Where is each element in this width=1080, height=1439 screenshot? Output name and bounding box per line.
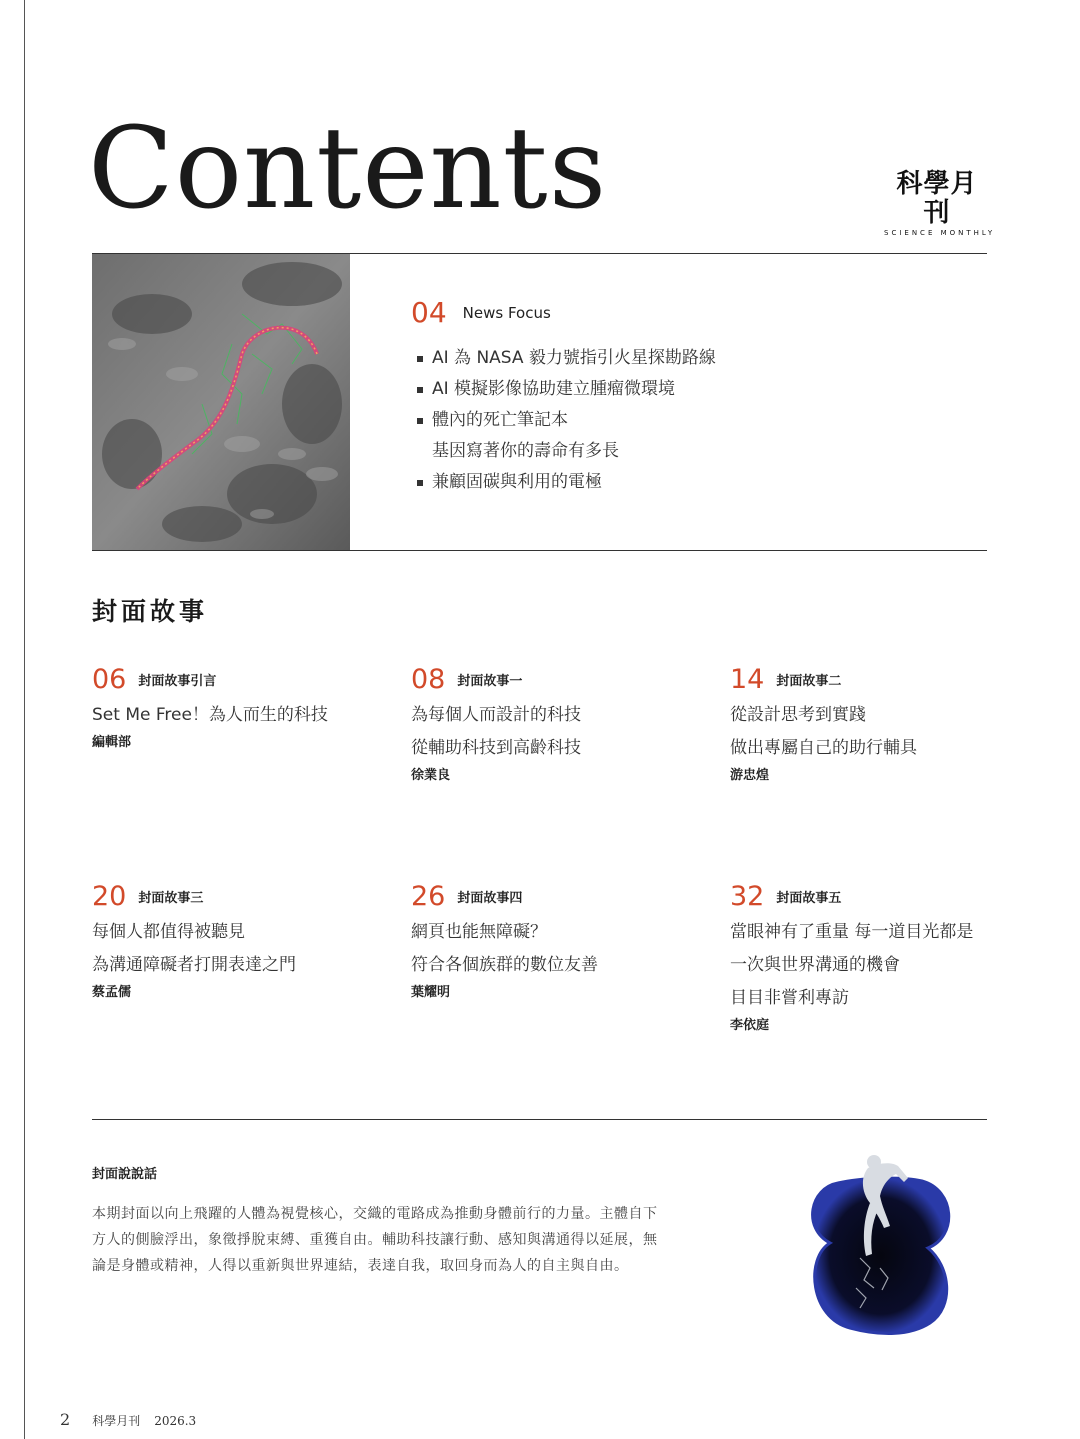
story-title-line: Set Me Free！為人而生的科技 (92, 705, 328, 725)
cover-note-divider (92, 1119, 987, 1120)
story-entry (411, 879, 681, 1000)
bullet-icon (417, 387, 423, 393)
news-page-number: 04 (411, 296, 447, 329)
story-page-number: 26 (411, 880, 446, 912)
story-page-number: 06 (92, 663, 127, 695)
story-entry (92, 662, 362, 750)
story-entry (411, 662, 681, 783)
news-item-continuation: 基因寫著你的壽命有多長 (432, 441, 619, 461)
story-title-line: 每個人都值得被聽見 (92, 922, 245, 942)
story-label: 封面故事四 (457, 890, 523, 906)
page-margin-line (24, 0, 25, 1439)
story-title-line: 從設計思考到實踐 (730, 705, 866, 725)
cover-thumbnail-figure (800, 1148, 960, 1338)
news-item: 體內的死亡筆記本 (411, 405, 716, 436)
bullet-icon (417, 418, 423, 424)
story-page-number: 20 (92, 880, 127, 912)
story-author: 葉耀明 (411, 985, 451, 1000)
news-item: AI 為 NASA 毅力號指引火星探勘路線 (411, 343, 716, 374)
story-label: 封面故事三 (138, 890, 204, 906)
footer-page-number: 2 (60, 1410, 71, 1429)
story-label: 封面故事二 (776, 673, 842, 689)
news-item: AI 模擬影像協助建立腫瘤微環境 (411, 374, 716, 405)
story-title-line: 網頁也能無障礙？ (411, 922, 547, 942)
logo-text: 科學月刊 (896, 169, 978, 228)
story-label: 封面故事五 (776, 890, 842, 906)
story-title-line: 當眼神有了重量 每一道目光都是 (730, 922, 974, 942)
bullet-icon (417, 480, 423, 486)
news-divider (92, 550, 987, 551)
story-author: 游忠煌 (730, 768, 770, 783)
logo-subtitle: SCIENCE MONTHLY (884, 229, 996, 238)
story-author: 蔡孟儒 (92, 985, 132, 1000)
story-page-number: 14 (730, 663, 765, 695)
footer-issue-date: 2026.3 (154, 1414, 197, 1428)
mars-terrain-image (92, 254, 350, 550)
story-label: 封面故事引言 (138, 673, 217, 689)
cover-note-text: 本期封面以向上飛躍的人體為視覺核心，交織的電路成為推動身體前行的力量。主體自下方人的側臉浮出，象徵掙脫束縛、重獲自由。輔助科技讓行動、感知與溝通得以延展，無論是身體或精神，人得以重新與世界連結，表達自我，取回身而為人的自主與自由。 (92, 1206, 658, 1274)
magazine-logo (884, 169, 996, 238)
news-item: 兼顧固碳與利用的電極 (411, 467, 716, 498)
story-label: 封面故事一 (457, 673, 523, 689)
page-title: Contents (88, 104, 608, 234)
story-title-line: 一次與世界溝通的機會 (730, 955, 900, 975)
story-title-line: 從輔助科技到高齡科技 (411, 738, 581, 758)
story-author: 編輯部 (92, 735, 132, 750)
story-entry (92, 879, 362, 1000)
story-title-line: 為溝通障礙者打開表達之門 (92, 955, 296, 975)
story-title-line: 為每個人而設計的科技 (411, 705, 581, 725)
story-title-line: 目目非嘗利專訪 (730, 988, 849, 1008)
story-author: 徐業良 (411, 768, 451, 783)
story-entry (730, 662, 1000, 783)
news-section-label: News Focus (462, 303, 551, 322)
page-footer (60, 1410, 196, 1429)
news-focus-section (411, 296, 716, 498)
story-entry (730, 879, 1000, 1033)
footer-magazine-name: 科學月刊 (92, 1414, 141, 1428)
bullet-icon (417, 356, 423, 362)
cover-story-heading: 封面故事 (92, 597, 209, 626)
story-page-number: 08 (411, 663, 446, 695)
cover-note-title: 封面說說話 (92, 1167, 158, 1182)
story-title-line: 符合各個族群的數位友善 (411, 955, 598, 975)
story-author: 李依庭 (730, 1018, 770, 1033)
story-page-number: 32 (730, 880, 765, 912)
news-list (411, 343, 716, 498)
story-title-line: 做出專屬自己的助行輔具 (730, 738, 917, 758)
